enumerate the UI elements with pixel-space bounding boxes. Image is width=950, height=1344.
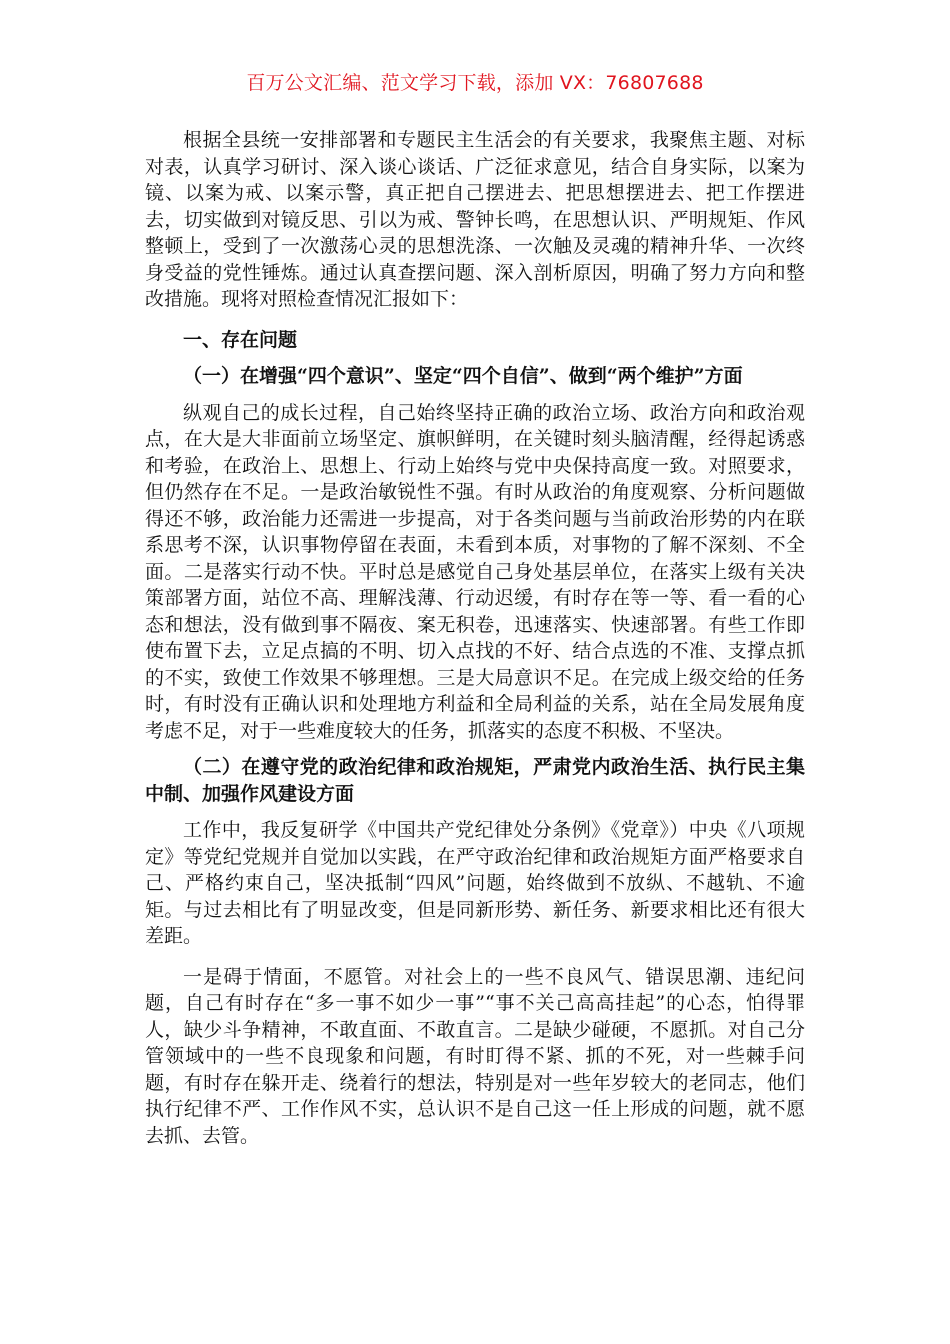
document-body	[145, 127, 805, 1149]
subsection-heading-1: （一）在增强“四个意识”、坚定“四个自信”、做到“两个维护”方面	[183, 365, 743, 387]
subsection-1-paragraph: 纵观自己的成长过程，自己始终坚持正确的政治立场、政治方向和政治观点，在大是大非面前立场坚定、旗帜鲜明，在关键时刻头脑清醒，经得起诱惑和考验，在政治上、思想上、行动上始终与党中央保持高度一致。对照要求，但仍然存在不足。一是政治敏锐性不强。有时从政治的角度观察、分析问题做得还不够，政治能力还需进一步提高，对于各类问题与当前政治形势的内在联系思考不深，认识事物停留在表面，未看到本质，对事物的了解不深刻、不全面。二是落实行动不快。平时总是感觉自己身处基层单位，在落实上级有关决策部署方面，站位不高、理解浅薄、行动迟缓，有时存在等一等、看一看的心态和想法，没有做到事不隔夜、案无积卷，迅速落实、快速部署。有些工作即使布置下去，立足点搞的不明、切入点找的不好、结合点选的不准、支撑点抓的不实，致使工作效果不够理想。三是大局意识不足。在完成上级交给的任务时，有时没有正确认识和处理地方利益和全局利益的关系，站在全局发展角度考虑不足，对于一些难度较大的任务，抓落实的态度不积极、不坚决。	[145, 401, 805, 742]
subsection-2-paragraph-1: 工作中，我反复研学《中国共产党纪律处分条例》《党章》）中央《八项规定》等党纪党规并自觉加以实践，在严守政治纪律和政治规矩方面严格要求自己、严格约束自己，坚决抵制“四风”问题，始终做到不放纵、不越轨、不逾矩。与过去相比有了明显改变，但是同新形势、新任务、新要求相比还有很大差距。	[145, 819, 805, 947]
intro-paragraph: 根据全县统一安排部署和专题民主生活会的有关要求，我聚焦主题、对标对表，认真学习研讨、深入谈心谈话、广泛征求意见，结合自身实际，以案为镜、以案为戒、以案示警，真正把自己摆进去、把思想摆进去、把工作摆进去，切实做到对镜反思、引以为戒、警钟长鸣，在思想认识、严明规矩、作风整顿上，受到了一次激荡心灵的思想洗涤、一次触及灵魂的精神升华、一次终身受益的党性锤炼。通过认真查摆问题、深入剖析原因，明确了努力方向和整改措施。现将对照检查情况汇报如下：	[145, 129, 805, 310]
section-heading-problems: 一、存在问题	[183, 328, 298, 351]
subsection-heading-2: （二）在遵守党的政治纪律和政治规矩，严肃党内政治生活、执行民主集中制、加强作风建设方面	[145, 756, 805, 805]
page-header-watermark: 百万公文汇编、范文学习下载，添加 VX：76807688	[246, 72, 704, 94]
subsection-2-paragraph-2: 一是碍于情面，不愿管。对社会上的一些不良风气、错误思潮、违纪问题，自己有时存在“多一事不如少一事”“事不关己高高挂起”的心态，怕得罪人，缺少斗争精神，不敢直面、不敢直言。二是缺少碰硬，不愿抓。对自己分管领域中的一些不良现象和问题，有时盯得不紧、抓的不死，对一些棘手问题，有时存在躲开走、绕着行的想法，特别是对一些年岁较大的老同志，他们执行纪律不严、工作作风不实，总认识不是自己这一任上形成的问题，就不愿去抓、去管。	[145, 965, 805, 1147]
